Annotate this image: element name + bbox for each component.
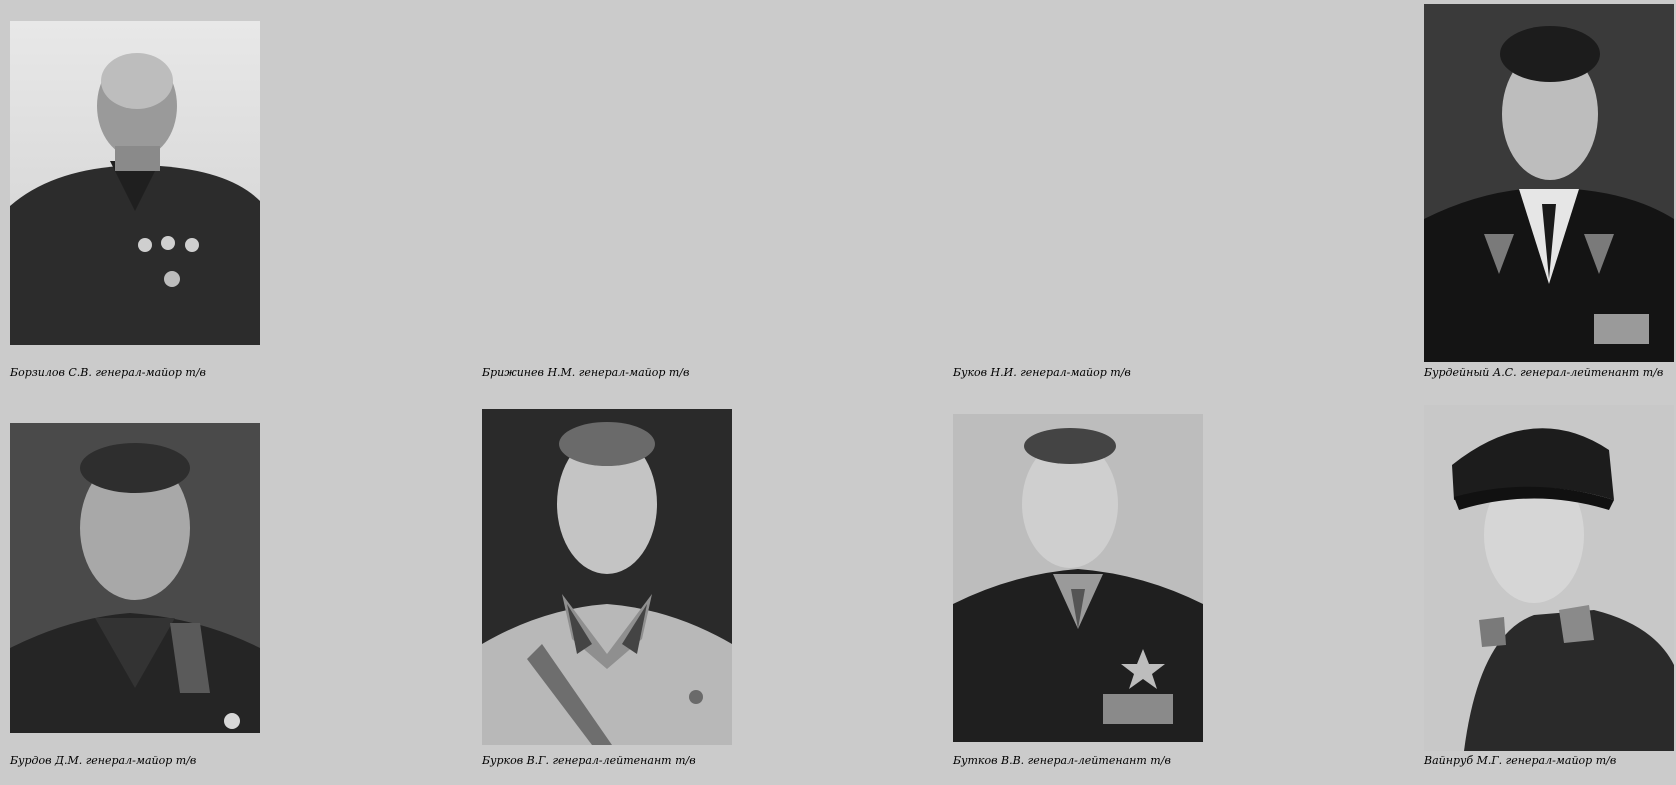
portrait-caption: Вайнруб М.Г. генерал-майор т/в [1424, 754, 1617, 767]
portrait-caption: Бурдов Д.М. генерал-майор т/в [10, 754, 197, 767]
portrait-caption: Бутков В.В. генерал-лейтенант т/в [953, 754, 1171, 767]
portrait-photo[interactable] [482, 409, 732, 745]
portrait-caption: Брижинев Н.М. генерал-майор т/в [482, 366, 690, 379]
portrait-image [10, 21, 260, 345]
portrait-photo[interactable] [10, 423, 260, 733]
portrait-image [10, 423, 260, 733]
portrait-photo[interactable] [1424, 4, 1674, 362]
portrait-photo[interactable] [10, 21, 260, 345]
portrait-image [482, 409, 732, 745]
portrait-image [953, 414, 1203, 742]
portrait-caption: Борзилов С.В. генерал-майор т/в [10, 366, 206, 379]
portrait-image [1424, 4, 1674, 362]
portrait-caption: Бурков В.Г. генерал-лейтенант т/в [482, 754, 696, 767]
portrait-photo[interactable] [1424, 405, 1674, 751]
portrait-caption: Буков Н.И. генерал-майор т/в [953, 366, 1131, 379]
portrait-photo[interactable] [953, 414, 1203, 742]
portrait-image [1424, 405, 1674, 751]
portrait-caption: Бурдейный А.С. генерал-лейтенант т/в [1424, 366, 1664, 379]
